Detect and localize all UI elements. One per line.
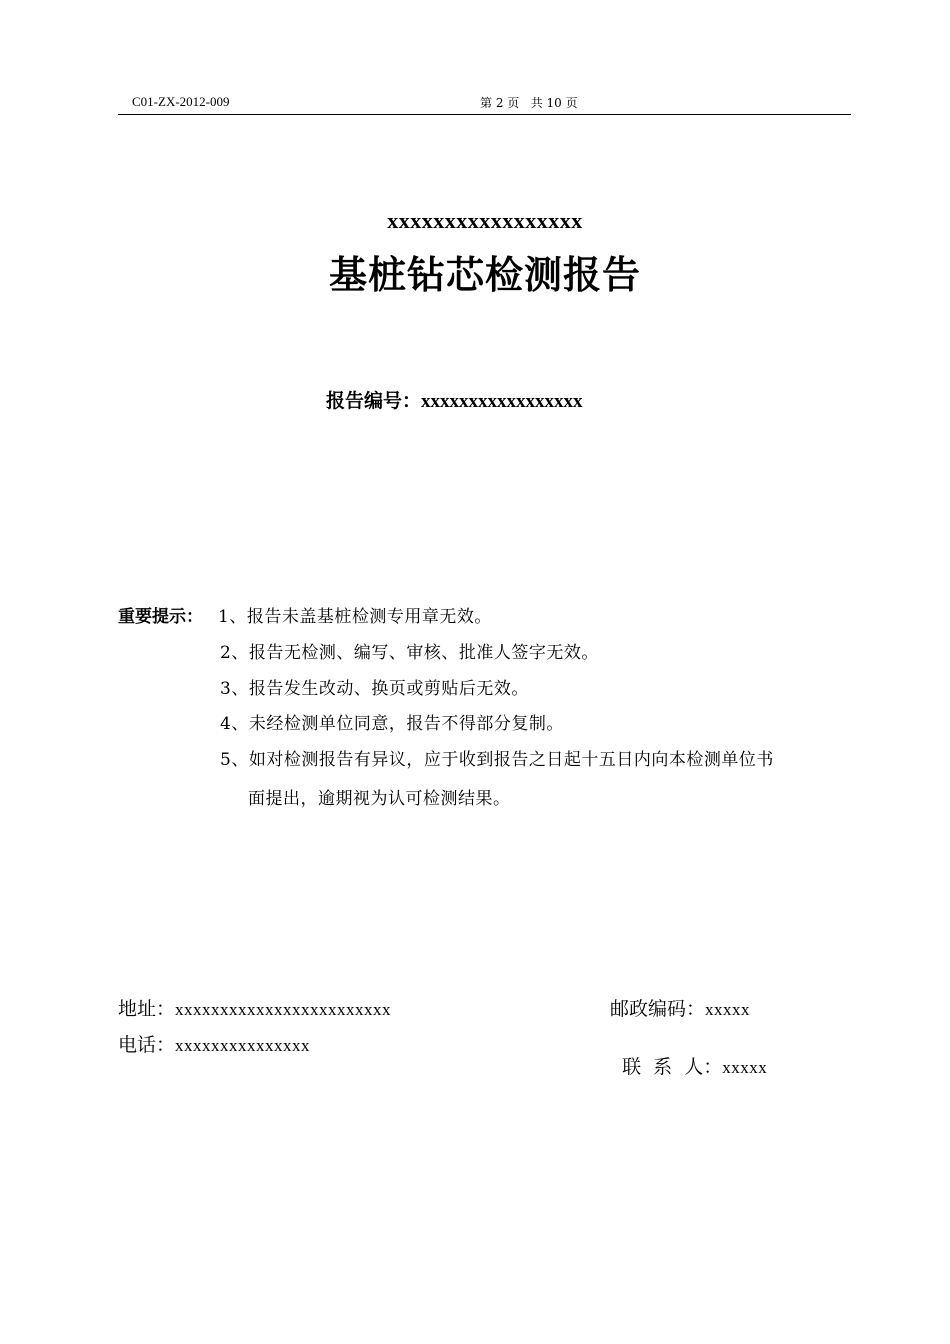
address-label: 地址： <box>118 998 176 1020</box>
notice-item: 2、报告无检测、编写、审核、批准人签字无效。 <box>220 643 599 663</box>
address-row <box>118 994 391 1021</box>
report-title: 基桩钻芯检测报告 <box>328 253 641 297</box>
notice-label: 重要提示： <box>118 607 203 627</box>
contact-person-label: 联 系 人： <box>622 1056 723 1078</box>
report-number <box>326 386 583 413</box>
notice-item: 4、未经检测单位同意，报告不得部分复制。 <box>220 714 564 734</box>
notice-item: 5、如对检测报告有异议，应于收到报告之日起十五日内向本检测单位书 <box>220 750 774 770</box>
contact-person-row <box>610 1030 767 1079</box>
report-number-label: 报告编号： <box>326 390 422 412</box>
page-header <box>118 92 851 115</box>
postcode-row <box>610 994 750 1021</box>
address-value: xxxxxxxxxxxxxxxxxxxxxxxx <box>175 1000 392 1019</box>
phone-row <box>118 1030 310 1057</box>
phone-label: 电话： <box>118 1034 176 1056</box>
notice-item: 1、报告未盖基桩检测专用章无效。 <box>218 607 492 627</box>
notice-item-continuation: 面提出，逾期视为认可检测结果。 <box>248 789 511 809</box>
report-number-value: xxxxxxxxxxxxxxxxx <box>421 391 583 412</box>
page-number: 第 2 页 共 10 页 <box>480 96 578 110</box>
phone-value: xxxxxxxxxxxxxxx <box>175 1036 311 1055</box>
organization-name: xxxxxxxxxxxxxxxxx <box>387 208 583 233</box>
contact-person-value: xxxxx <box>722 1058 768 1077</box>
document-code: C01-ZX-2012-009 <box>132 94 230 109</box>
postcode-value: xxxxx <box>705 1000 751 1019</box>
notice-item: 3、报告发生改动、换页或剪贴后无效。 <box>220 679 529 699</box>
postcode-label: 邮政编码： <box>610 998 706 1020</box>
